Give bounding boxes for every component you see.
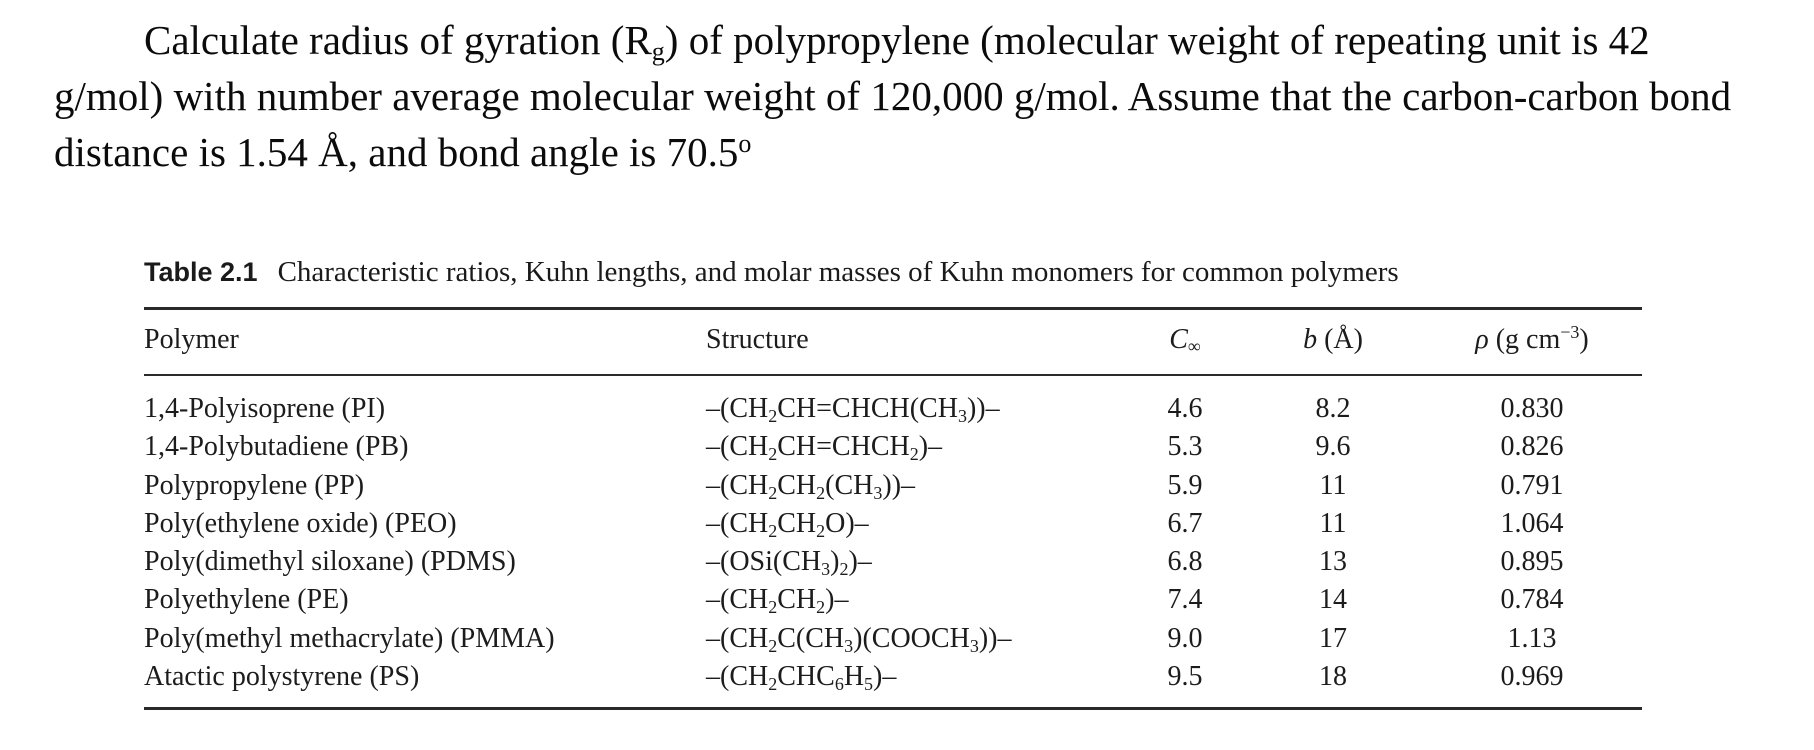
structure-text: ))– <box>978 622 1012 654</box>
table-caption <box>144 256 1399 289</box>
cell-c-inf: 4.6 <box>1167 393 1203 424</box>
cell-b: 8.2 <box>1315 393 1351 424</box>
cell-polymer: Poly(ethylene oxide) (PEO) <box>144 507 457 539</box>
cell-b: 17 <box>1319 622 1347 654</box>
header-b-symbol: b <box>1303 324 1318 355</box>
structure-text: )– <box>873 661 897 693</box>
structure-text: –(CH <box>706 393 769 424</box>
structure-text: CH <box>777 507 817 539</box>
structure-subscript: 3 <box>821 559 831 580</box>
cell-c-inf: 5.9 <box>1167 469 1203 501</box>
cell-polymer: Atactic polystyrene (PS) <box>144 661 420 693</box>
table-row <box>0 620 1814 658</box>
degree-symbol: o <box>738 129 752 158</box>
cell-b: 11 <box>1319 469 1347 501</box>
cell-rho: 0.784 <box>1500 584 1564 616</box>
table-row <box>0 581 1814 619</box>
header-c-inf-symbol: C <box>1169 324 1188 355</box>
cell-structure <box>706 467 915 505</box>
header-polymer: Polymer <box>144 324 239 355</box>
cell-structure <box>706 505 869 543</box>
structure-text: –(CH <box>706 661 769 693</box>
structure-subscript: 2 <box>909 444 919 465</box>
cell-b: 11 <box>1319 507 1347 539</box>
structure-subscript: 2 <box>816 520 826 541</box>
cell-polymer: Poly(methyl methacrylate) (PMMA) <box>144 622 555 654</box>
cell-structure <box>706 428 942 466</box>
cell-c-inf: 6.8 <box>1167 546 1203 578</box>
header-c-inf-subscript: ∞ <box>1187 336 1201 356</box>
structure-text: O)– <box>825 507 869 539</box>
structure-text: –(OSi(CH <box>706 546 822 578</box>
structure-subscript: 2 <box>816 597 826 618</box>
cell-structure <box>706 390 1000 428</box>
cell-rho: 1.13 <box>1507 622 1557 654</box>
structure-subscript: 2 <box>839 559 849 580</box>
table-row <box>0 658 1814 696</box>
structure-text: –(CH <box>706 469 769 501</box>
table-top-rule <box>144 307 1642 310</box>
cell-b: 9.6 <box>1315 431 1351 463</box>
cell-structure <box>706 620 1011 658</box>
header-rho-symbol: ρ <box>1475 324 1489 355</box>
question-part2: ) of polypropylene (molecular weight of repeating unit is 42 g/mol) with number average molecular weight of 120,000 g/mol. Assume that the carbon-carbon bond distance is 1.54 Å, and bond angle is 70.5 <box>54 17 1732 175</box>
cell-c-inf: 6.7 <box>1167 507 1203 539</box>
structure-text: )– <box>848 546 872 578</box>
cell-b: 18 <box>1319 661 1347 693</box>
cell-c-inf: 5.3 <box>1167 431 1203 463</box>
structure-text: )(COOCH <box>853 622 970 654</box>
header-structure: Structure <box>706 324 809 355</box>
structure-subscript: 2 <box>768 482 778 503</box>
structure-text: (CH <box>825 469 874 501</box>
structure-text: –(CH <box>706 584 769 616</box>
table-row <box>0 467 1814 505</box>
structure-subscript: 3 <box>957 406 967 426</box>
structure-text: C(CH <box>777 622 845 654</box>
cell-polymer: Polypropylene (PP) <box>144 469 365 501</box>
structure-text: CH=CHCH <box>777 431 910 463</box>
structure-text: CH <box>777 469 817 501</box>
header-rho-unit: (g cm <box>1488 324 1561 355</box>
structure-subscript: 2 <box>768 444 778 465</box>
structure-text: CH <box>777 584 817 616</box>
cell-polymer: 1,4-Polybutadiene (PB) <box>144 431 409 463</box>
table-header-rule <box>144 374 1642 376</box>
question-subscript: g <box>651 37 665 66</box>
cell-structure <box>706 658 896 696</box>
structure-subscript: 2 <box>816 482 826 503</box>
header-rho-close: ) <box>1579 324 1589 355</box>
structure-subscript: 3 <box>969 635 979 656</box>
cell-rho: 0.969 <box>1500 661 1564 693</box>
structure-subscript: 3 <box>873 482 883 503</box>
structure-text: ))– <box>882 469 916 501</box>
structure-text: )– <box>825 584 849 616</box>
structure-text: –(CH <box>706 507 769 539</box>
structure-subscript: 2 <box>768 674 778 695</box>
cell-polymer: 1,4-Polyisoprene (PI) <box>144 393 386 424</box>
cell-rho: 0.826 <box>1500 431 1564 463</box>
header-b <box>1278 324 1388 356</box>
cell-structure <box>706 543 872 581</box>
cell-rho: 0.791 <box>1500 469 1564 501</box>
structure-subscript: 6 <box>834 674 844 695</box>
structure-subscript: 2 <box>768 597 778 618</box>
cell-b: 14 <box>1319 584 1347 616</box>
cell-c-inf: 9.5 <box>1167 661 1203 693</box>
header-c-inf <box>1150 324 1220 356</box>
table-row <box>0 390 1814 428</box>
table-row <box>0 505 1814 543</box>
cell-rho: 0.830 <box>1500 393 1564 424</box>
cell-polymer: Polyethylene (PE) <box>144 584 349 616</box>
structure-text: –(CH <box>706 622 769 654</box>
structure-text: )– <box>918 431 943 463</box>
structure-subscript: 3 <box>844 635 854 656</box>
cell-b: 13 <box>1319 546 1347 578</box>
cell-c-inf: 9.0 <box>1167 622 1203 654</box>
structure-text: CHC <box>777 661 835 693</box>
structure-subscript: 5 <box>864 674 874 695</box>
structure-subscript: 2 <box>768 520 778 541</box>
table-label: Table 2.1 <box>144 257 258 287</box>
cell-structure <box>706 581 848 619</box>
structure-subscript: 2 <box>768 635 778 656</box>
structure-text: CH=CHCH(CH <box>777 393 958 424</box>
header-rho <box>1432 324 1632 356</box>
table-row <box>0 428 1814 466</box>
structure-text: H <box>843 661 865 693</box>
cell-rho: 1.064 <box>1500 507 1564 539</box>
table-bottom-rule <box>144 707 1642 710</box>
table-body <box>0 390 1814 696</box>
structure-subscript: 2 <box>768 406 778 426</box>
structure-text: –(CH <box>706 431 769 463</box>
table-caption-text: Characteristic ratios, Kuhn lengths, and molar masses of Kuhn monomers for common polymers <box>277 256 1399 288</box>
header-rho-exp: −3 <box>1560 322 1580 342</box>
structure-text: ))– <box>966 393 1000 424</box>
question-part1: Calculate radius of gyration (R <box>144 17 652 63</box>
table-row <box>0 543 1814 581</box>
cell-polymer: Poly(dimethyl siloxane) (PDMS) <box>144 546 516 578</box>
cell-rho: 0.895 <box>1500 546 1564 578</box>
header-b-unit: (Å) <box>1317 324 1363 355</box>
cell-c-inf: 7.4 <box>1167 584 1203 616</box>
structure-text: ) <box>830 546 840 578</box>
question-text <box>54 12 1764 180</box>
